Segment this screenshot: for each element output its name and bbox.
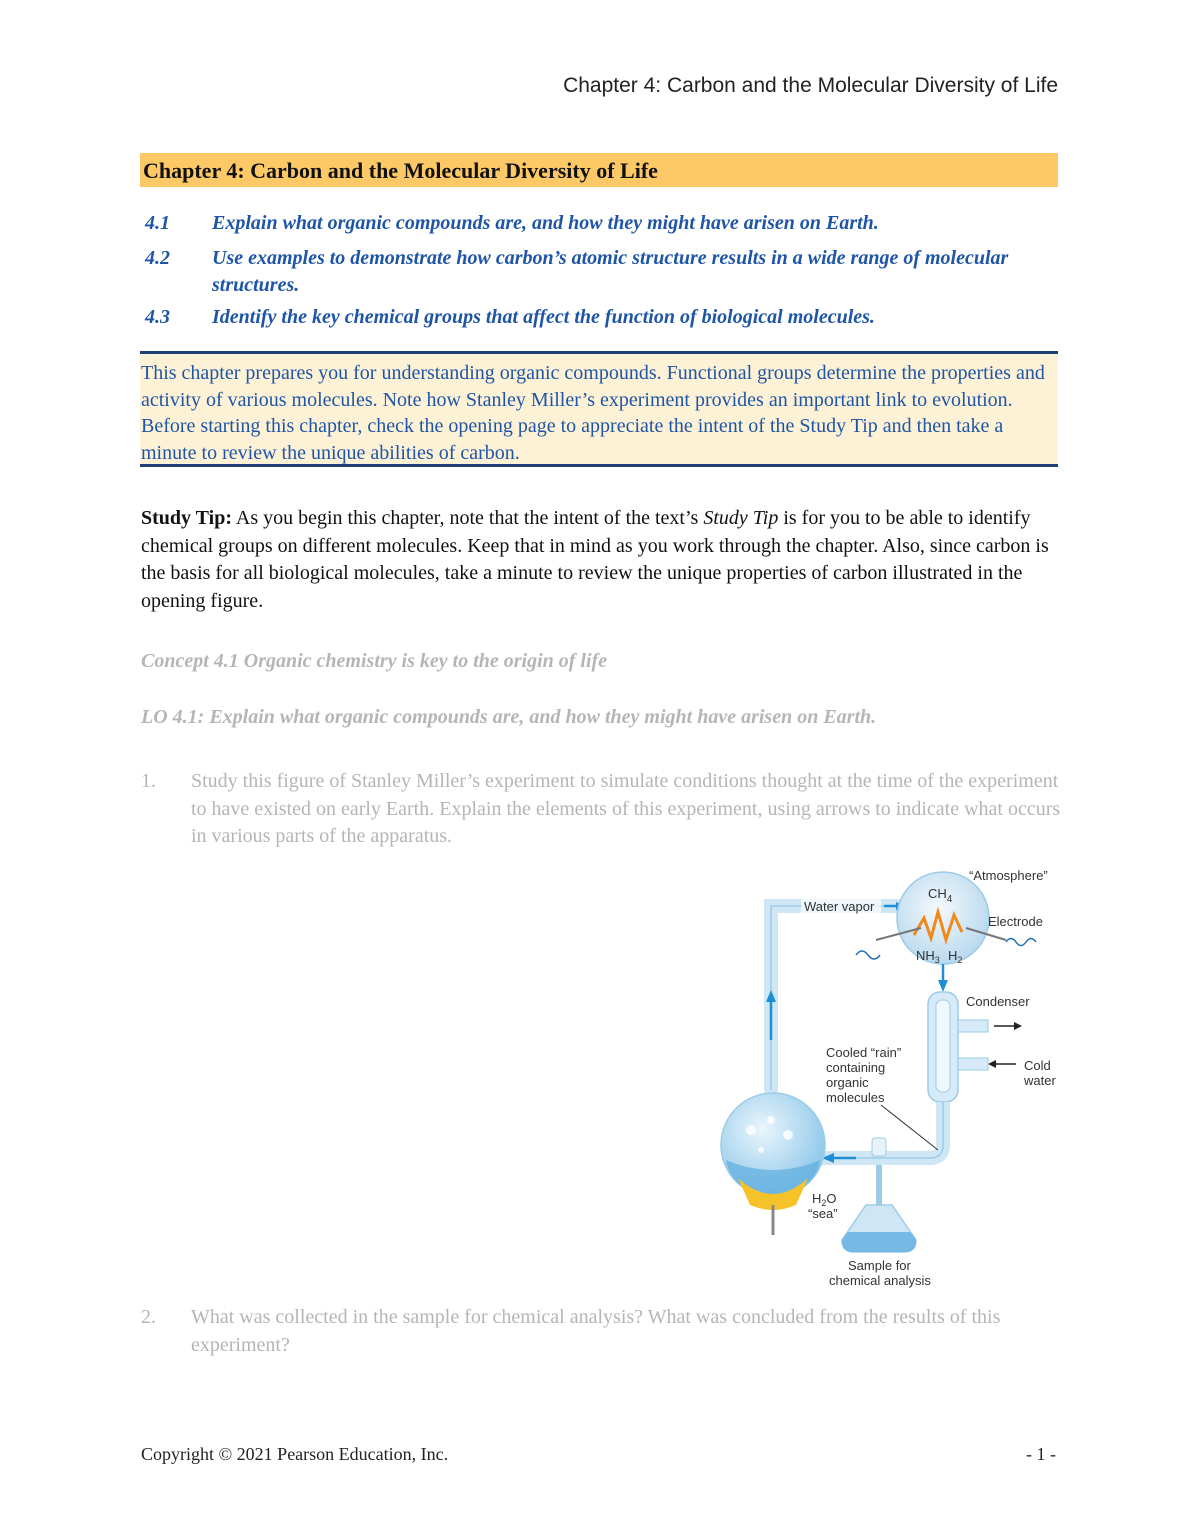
study-tip-text: As you begin this chapter, note that the intent of the text’s <box>232 507 704 529</box>
study-tip <box>141 505 1053 615</box>
objective-text: Explain what organic compounds are, and how they might have arisen on Earth. <box>212 212 879 234</box>
question-item <box>141 768 1061 851</box>
objective-text: Use examples to demonstrate how carbon’s atomic structure results in a wide range of molecular structures. <box>212 247 1009 296</box>
wire-right-icon <box>1006 939 1036 946</box>
question-text: Study this figure of Stanley Miller’s experiment to simulate conditions thought at the time of the experiment to have existed on early Earth. Explain the elements of this experiment, using arrows to indicate what occurs in various parts of the apparatus. <box>191 770 1061 847</box>
objective-number: 4.2 <box>145 247 170 269</box>
water-vapor-label: Water vapor <box>804 899 875 914</box>
bubble-icon <box>783 1130 793 1140</box>
study-tip-italic: Study Tip <box>703 507 779 529</box>
cooled-rain-label: organic <box>826 1075 869 1090</box>
cold-water-label: water <box>1024 1073 1056 1088</box>
objective-item <box>143 304 1058 331</box>
question-number: 2. <box>141 1306 156 1328</box>
cooled-rain-label: molecules <box>826 1090 885 1105</box>
study-tip-label: Study Tip: <box>141 507 232 529</box>
question-number: 1. <box>141 770 156 792</box>
stopcock <box>872 1138 886 1156</box>
cooled-rain-label: containing <box>826 1060 886 1075</box>
electrode-label: Electrode <box>988 914 1043 929</box>
outflow-arrow-icon <box>1014 1022 1022 1030</box>
objective-number: 4.3 <box>145 306 170 328</box>
inflow-arrow-icon <box>988 1060 996 1068</box>
study-tip-text: is for you to be able to identify chemical groups on different molecules. Keep that in mind as you work through the chapter. Also, since carbon is the basis for all biological molecules, take a minute to review the unique properties of carbon illustrated in the opening figure. <box>141 507 1049 612</box>
objective-text: Identify the key chemical groups that affect the function of biological molecules. <box>212 306 875 328</box>
h2o-label: $H_2O$ <box>812 1191 837 1208</box>
sample-label: chemical analysis <box>829 1273 931 1288</box>
objective-item <box>143 245 1058 299</box>
concept-heading: Concept 4.1 Organic chemistry is key to the origin of life <box>141 650 608 672</box>
bubble-icon <box>758 1147 764 1153</box>
cooled-rain-pointer <box>881 1105 938 1150</box>
sample-label: Sample for <box>848 1258 911 1273</box>
sample-liquid <box>842 1232 916 1252</box>
condenser-inner <box>936 1000 950 1092</box>
page-number: - 1 - <box>1026 1444 1056 1464</box>
condenser-outlet <box>958 1020 988 1032</box>
question-item <box>141 1304 1061 1360</box>
objective-number: 4.1 <box>145 212 170 234</box>
ch4-label: $CH_4$ <box>928 886 953 905</box>
condenser-inlet <box>958 1058 988 1070</box>
h2-label: $H_2$ <box>948 948 963 965</box>
down-arrow-icon <box>938 980 948 992</box>
intro-text: This chapter prepares you for understanding organic compounds. Functional groups determine the properties and activity of various molecules. Note how Stanley Miller’s experiment provides an important link to evolution. Before starting this chapter, check the opening page to appreciate the intent of the Study Tip and then take a minute to review the unique abilities of carbon. <box>141 362 1045 464</box>
copyright: Copyright © 2021 Pearson Education, Inc. <box>141 1444 449 1464</box>
bubble-icon <box>746 1125 756 1135</box>
sea-label: “sea” <box>808 1206 838 1221</box>
wire-left-icon <box>856 951 880 959</box>
nh3-label: $NH_3$ <box>916 948 940 965</box>
miller-experiment-figure <box>716 860 1066 1300</box>
learning-objective-heading: LO 4.1: Explain what organic compounds are, and how they might have arisen on Earth. <box>141 706 877 728</box>
atmosphere-label: “Atmosphere” <box>969 868 1048 883</box>
question-text: What was collected in the sample for chemical analysis? What was concluded from the results of this experiment? <box>191 1306 1001 1356</box>
chapter-title: Chapter 4: Carbon and the Molecular Diversity of Life <box>143 158 658 183</box>
bubble-icon <box>767 1116 775 1124</box>
condenser-label: Condenser <box>966 994 1030 1009</box>
objective-item <box>143 210 1058 237</box>
cold-water-label: Cold <box>1024 1058 1051 1073</box>
running-header: Chapter 4: Carbon and the Molecular Diversity of Life <box>563 74 1058 97</box>
cooled-rain-label: Cooled “rain” <box>826 1045 902 1060</box>
